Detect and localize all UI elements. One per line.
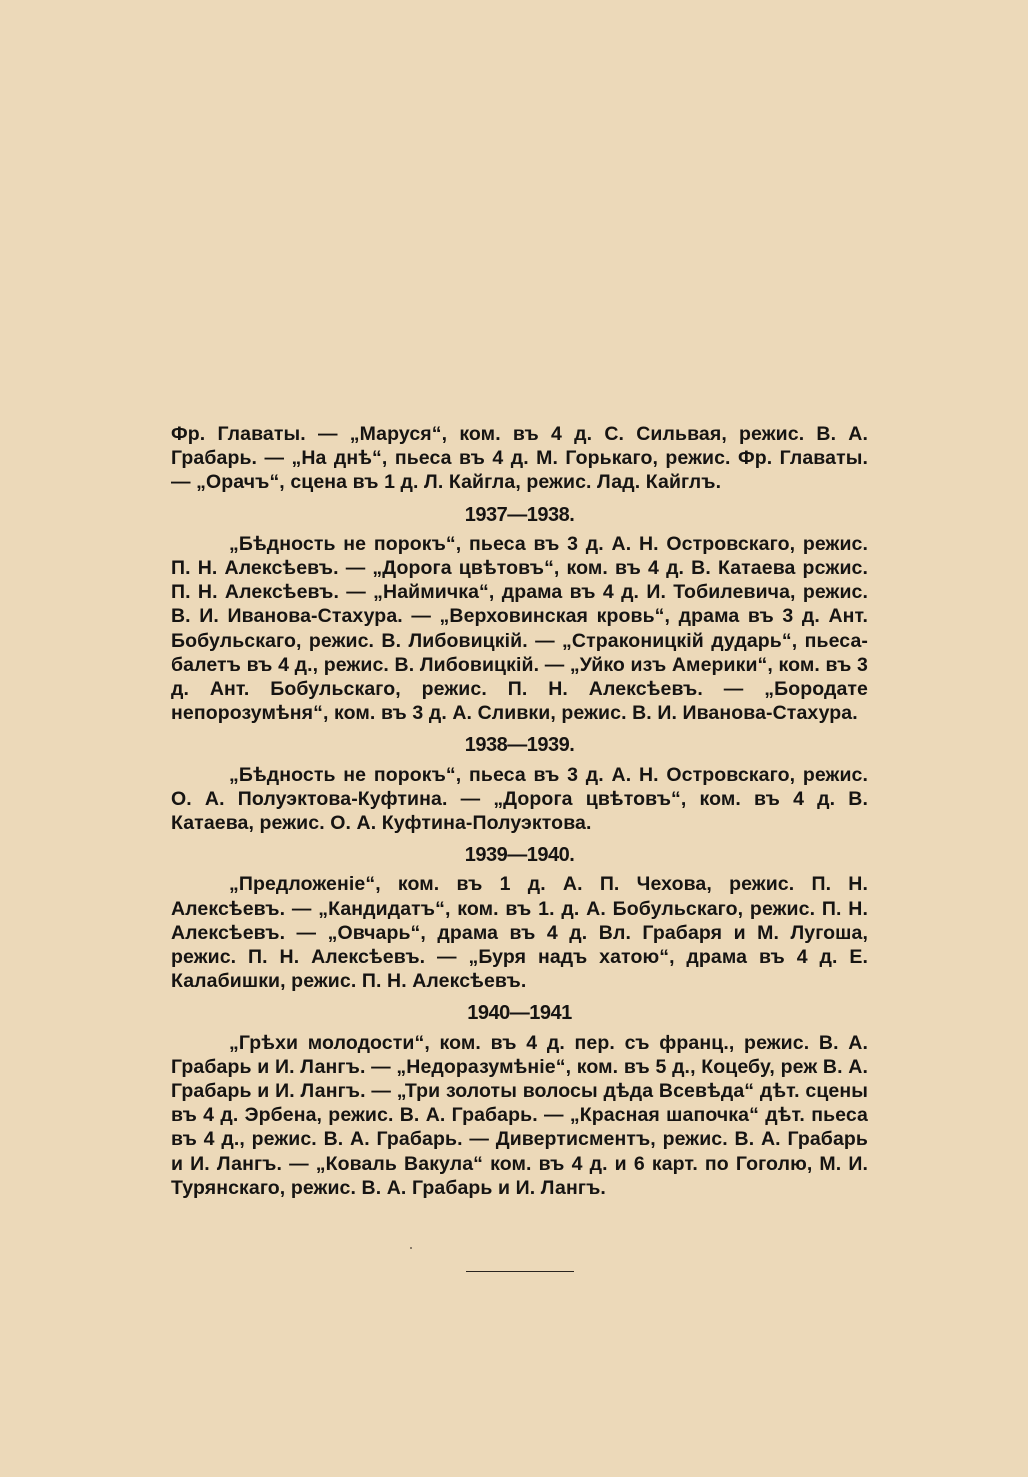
season-heading-1940-1941: 1940—1941 <box>467 1002 572 1025</box>
paragraph-season-1940-1941: „Грѣхи молодости“, ком. въ 4 д. пер. съ франц., режис. В. А. Грабарь и И. Лангъ. — „Недоразумѣніе“, ком. въ 5 д., Коцебу, реж В. А. Грабарь и И. Лангъ. — „Три золоты волосы дѣда Всевѣда“ дѣт. сцены въ 4 д. Эрбена, режис. В. А. Грабарь. — „Красная шапочка“ дѣт. пьеса въ 4 д., режис. В. А. Грабарь. — Дивертисментъ, режис. В. А. Грабарь и И. Лангъ. — „Коваль Вакула“ ком. въ 4 д. и 6 карт. по Гоголю, М. И. Турянскаго, режис. В. А. Грабарь и И. Лангъ. <box>171 1031 868 1199</box>
paragraph-season-1938-1939: „Бѣдность не порокъ“, пьеса въ 3 д. А. Н. Островскаго, режис. О. А. Полуэктова-Куфтина. — „Дорога цвѣтовъ“, ком. въ 4 д. В. Катаева, режис. О. А. Куфтина-Полуэктова. <box>171 763 868 835</box>
season-heading-1937-1938: 1937—1938. <box>464 503 575 526</box>
stray-dot <box>410 1247 412 1249</box>
paragraph-continuation: Фр. Главаты. — „Маруся“, ком. въ 4 д. С. Сильвая, режис. В. А. Грабарь. — „На днѣ“, пьеса въ 4 д. М. Горькаго, режис. Фр. Главаты. — „Орачъ“, сцена въ 1 д. Л. Кайгла, режис. Лад. Кайглъ. <box>171 423 868 494</box>
season-heading-1938-1939: 1938—1939. <box>464 734 575 757</box>
paragraph-season-1937-1938: „Бѣдность не порокъ“, пьеса въ 3 д. А. Н. Островскаго, режис. П. Н. Алексѣевъ. — „Дорога цвѣтовъ“, ком. въ 4 д. В. Катаева рсжис. П. Н. Алексѣевъ. — „Наймичка“, драма въ 4 д. И. Тобилевича, режис. В. И. Иванова-Стахура. — „Верховинская кровь“, драма въ 3 д. Ант. Бобульскаго, режис. В. Либовицкій. — „Страконицкій дударь“, пьеса-балетъ въ 4 д., режис. В. Либовицкій. — „Уйко изъ Америки“, ком. въ 3 д. Ант. Бобульскаго, режис. П. Н. Алексѣевъ. — „Бородате непорозумѣня“, ком. въ 3 д. А. Сливки, режис. В. И. Иванова-Стахура. <box>171 532 868 725</box>
paragraph-season-1939-1940: „Предложеніе“, ком. въ 1 д. А. П. Чехова, режис. П. Н. Алексѣевъ. — „Кандидатъ“, ком. въ 1. д. А. Бобульскаго, режис. П. Н. Алексѣевъ. — „Овчарь“, драма въ 4 д. Вл. Грабаря и М. Лугоша, режис. П. Н. Алексѣевъ. — „Буря надъ хатою“, драма въ 4 д. Е. Калабишки, режис. П. Н. Алексѣевъ. <box>171 873 868 993</box>
end-rule <box>466 1271 574 1272</box>
season-heading-1939-1940: 1939—1940. <box>464 844 575 867</box>
page-text <box>171 422 868 1200</box>
